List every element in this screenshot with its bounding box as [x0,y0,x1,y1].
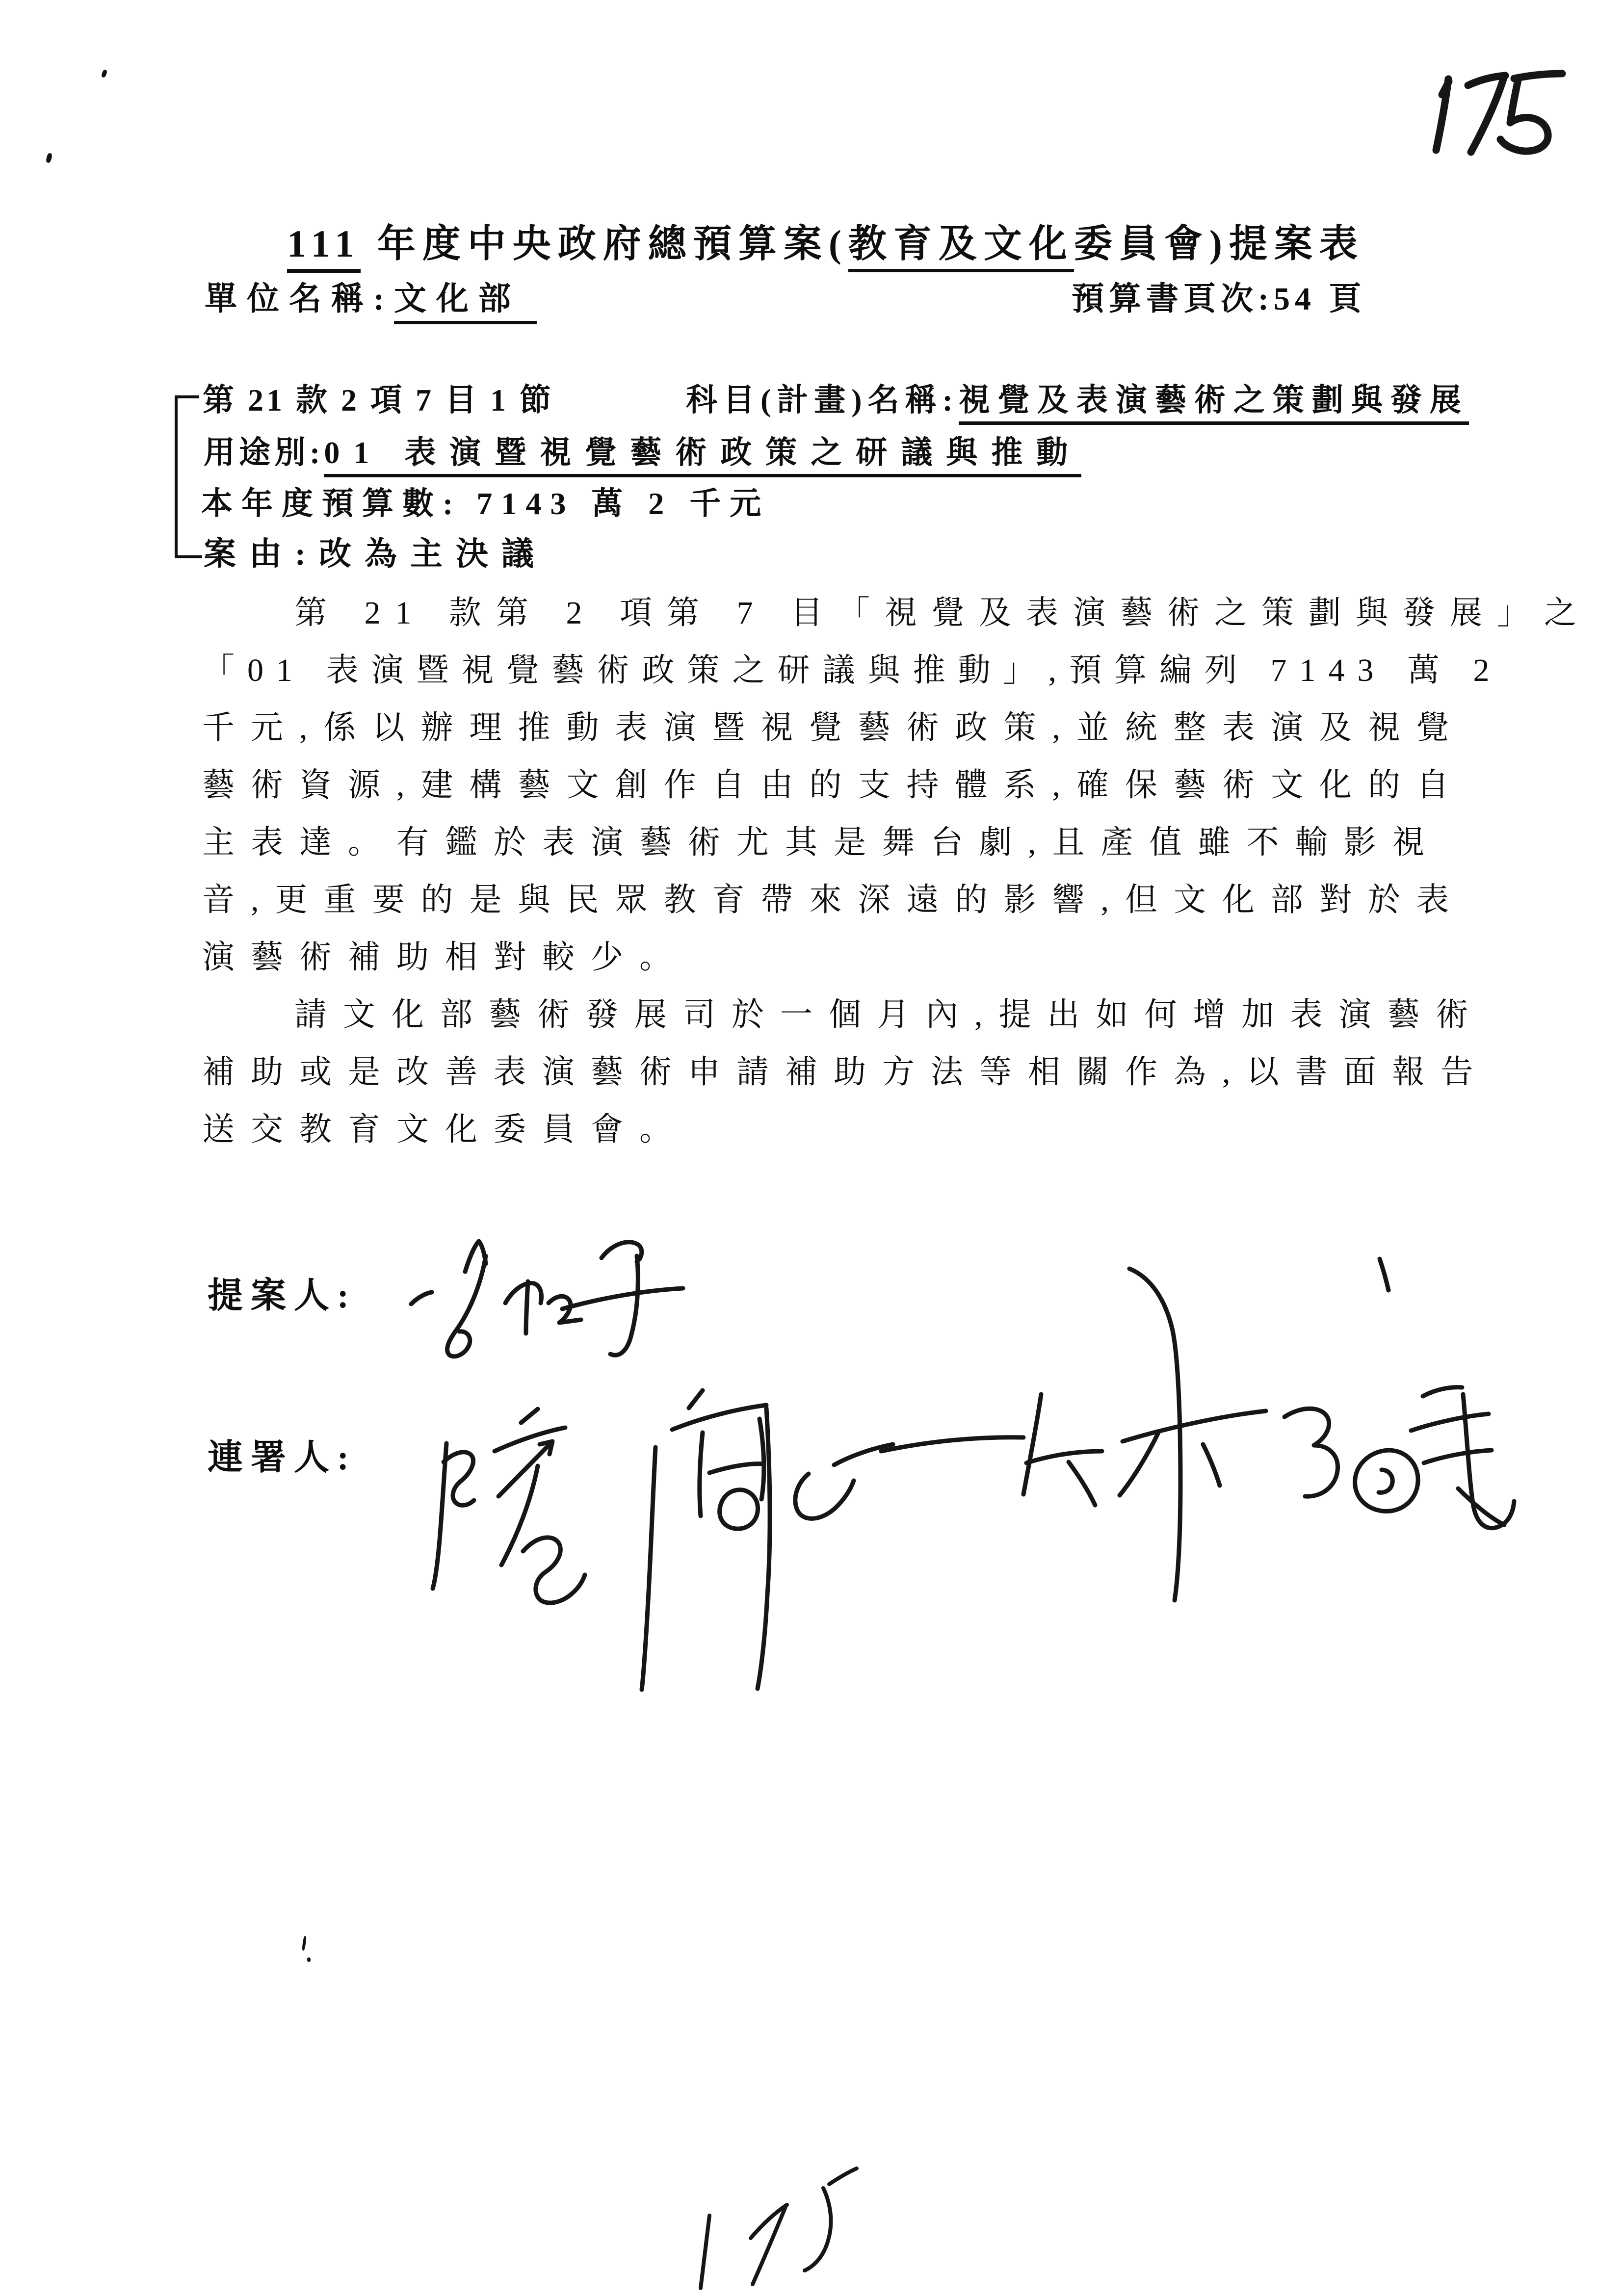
body-line: 補助或是改善表演藝術申請補助方法等相關作為,以書面報告 [202,1054,1490,1090]
body-line: 藝術資源,建構藝文創作自由的支持體系,確保藝術文化的自 [202,767,1465,803]
field-usage-value: 01 表演暨視覺藝術政策之研議與推動 [324,435,1081,477]
field-case-label: 案由: [204,536,319,572]
title-year: 111 [287,222,361,273]
field-item-number: 第 21 款 2 項 7 目 1 節 [203,383,554,417]
title-tail: 委員會)提案表 [1074,222,1364,265]
title-committee: 教育及文化 [848,222,1074,272]
budget-book-page-label: 預算書頁次: [1072,281,1274,317]
body-line: 第 21 款第 2 項第 7 目「視覺及表演藝術之策劃與發展」之 [294,595,1591,631]
page-number-bottom-handwritten [701,2168,857,2288]
unit-name-value: 文化部 [394,281,537,324]
body-line: 送交教育文化委員會。 [202,1112,688,1148]
body-line: 千元,係以辦理推動表演暨視覺藝術政策,並統整表演及視覺 [202,710,1465,746]
field-subject-label: 科目(計畫)名稱: [686,383,959,417]
cosigner-label: 連署人: [208,1438,357,1477]
field-budget-label: 本年度預算數: [201,486,462,521]
body-line: 演藝術補助相對較少。 [202,939,688,975]
body-line: 請文化部藝術發展司於一個月內,提出如何增加表演藝術 [294,997,1485,1033]
body-line: 「01 表演暨視覺藝術政策之研議與推動」,預算編列 7143 萬 2 [202,652,1502,688]
field-case-value: 改為主決議 [318,536,547,572]
proposer-label: 提案人: [208,1276,357,1315]
body-line: 主表達。有鑑於表演藝術尤其是舞台劇,且產值雖不輸影視 [202,825,1441,861]
body-line: 音,更重要的是與民眾教育帶來深遠的影響,但文化部對於表 [202,882,1465,918]
budget-book-page-value: 54 頁 [1273,281,1366,317]
unit-name-label: 單位名稱: [205,281,394,317]
field-usage-label: 用途別: [204,435,324,470]
title-mid: 年度中央政府總預算案( [361,222,848,265]
field-subject-value: 視覺及表演藝術之策劃與發展 [959,383,1469,425]
field-budget-value: 7143 萬 2 千元 [476,486,770,521]
